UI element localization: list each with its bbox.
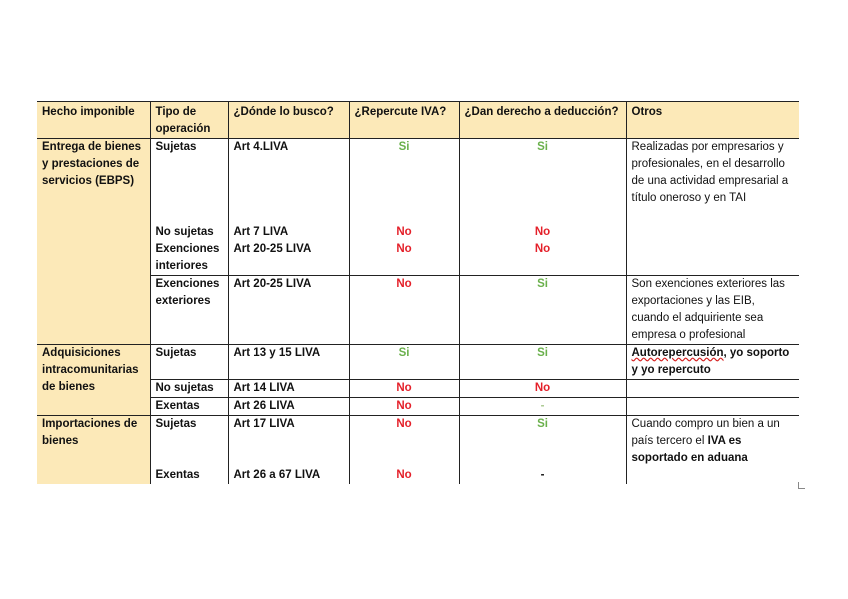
cell-tipo: Exentas (150, 467, 228, 484)
otros-text: , yo soporto y yo repercuto (631, 347, 790, 376)
header-donde-busco: ¿Dónde lo busco? (228, 102, 349, 139)
cell-tipo: Exenciones exteriores (150, 276, 228, 345)
cell-deduccion: No (459, 380, 626, 398)
cell-repercute: Si (349, 139, 459, 225)
cell-tipo: Sujetas (150, 416, 228, 468)
cell-deduccion: - (459, 398, 626, 416)
cell-repercute: No (349, 276, 459, 345)
table-row (37, 139, 799, 225)
otros-autorepercusion: Autorepercusión (631, 347, 724, 359)
cell-repercute: No (349, 380, 459, 398)
cell-donde: Art 13 y 15 LIVA (228, 345, 349, 380)
table-row (37, 467, 799, 484)
cell-donde: Art 20-25 LIVA (228, 276, 349, 345)
table-row (37, 276, 799, 345)
cell-otros (626, 467, 799, 484)
cell-repercute: No (349, 398, 459, 416)
group-label-ebps: Entrega de bienes y prestaciones de servicios (EBPS) (37, 139, 150, 345)
table-row (37, 224, 799, 241)
cell-otros: Realizadas por empresarios y profesionales, en el desarrollo de una actividad empresarial a título oneroso y en TAI (626, 139, 799, 225)
header-derecho-deduccion: ¿Dan derecho a deducción? (459, 102, 626, 139)
cell-donde: Art 14 LIVA (228, 380, 349, 398)
cell-otros: Son exenciones exteriores las exportaciones y las EIB, cuando el adquiriente sea empresa o profesional (626, 276, 799, 345)
cell-repercute: No (349, 467, 459, 484)
cell-otros (626, 241, 799, 276)
iva-table (37, 101, 799, 484)
table-row (37, 416, 799, 468)
cell-donde: Art 20-25 LIVA (228, 241, 349, 276)
cell-otros (626, 224, 799, 241)
cell-tipo: Sujetas (150, 139, 228, 225)
otros-text-bold: IVA es soportado en aduana (631, 435, 748, 464)
otros-text: Cuando compro un bien a un país tercero el (631, 418, 780, 447)
cell-donde: Art 4.LIVA (228, 139, 349, 225)
header-otros: Otros (626, 102, 799, 139)
resize-corner-mark (798, 482, 805, 489)
table-row (37, 345, 799, 380)
cell-repercute: Si (349, 345, 459, 380)
header-hecho-imponible: Hecho imponible (37, 102, 150, 139)
header-repercute-iva: ¿Repercute IVA? (349, 102, 459, 139)
table-row (37, 398, 799, 416)
cell-tipo: Exentas (150, 398, 228, 416)
cell-donde: Art 7 LIVA (228, 224, 349, 241)
cell-deduccion: Si (459, 345, 626, 380)
cell-otros (626, 345, 799, 380)
header-tipo-operacion: Tipo de operación (150, 102, 228, 139)
group-label-importaciones: Importaciones de bienes (37, 416, 150, 485)
cell-deduccion: - (459, 467, 626, 484)
cell-tipo: No sujetas (150, 224, 228, 241)
cell-deduccion: Si (459, 276, 626, 345)
cell-deduccion: Si (459, 139, 626, 225)
cell-otros (626, 398, 799, 416)
group-label-aic: Adquisiciones intracomunitarias de bienes (37, 345, 150, 416)
cell-otros (626, 416, 799, 468)
cell-tipo: No sujetas (150, 380, 228, 398)
cell-donde: Art 26 a 67 LIVA (228, 467, 349, 484)
cell-repercute: No (349, 224, 459, 241)
cell-donde: Art 26 LIVA (228, 398, 349, 416)
cell-otros (626, 380, 799, 398)
cell-repercute: No (349, 416, 459, 468)
cell-donde: Art 17 LIVA (228, 416, 349, 468)
cell-deduccion: No (459, 224, 626, 241)
cell-repercute: No (349, 241, 459, 276)
table-row (37, 241, 799, 276)
header-row (37, 102, 799, 139)
table-row (37, 380, 799, 398)
cell-deduccion: Si (459, 416, 626, 468)
cell-tipo: Exenciones interiores (150, 241, 228, 276)
cell-tipo: Sujetas (150, 345, 228, 380)
cell-deduccion: No (459, 241, 626, 276)
